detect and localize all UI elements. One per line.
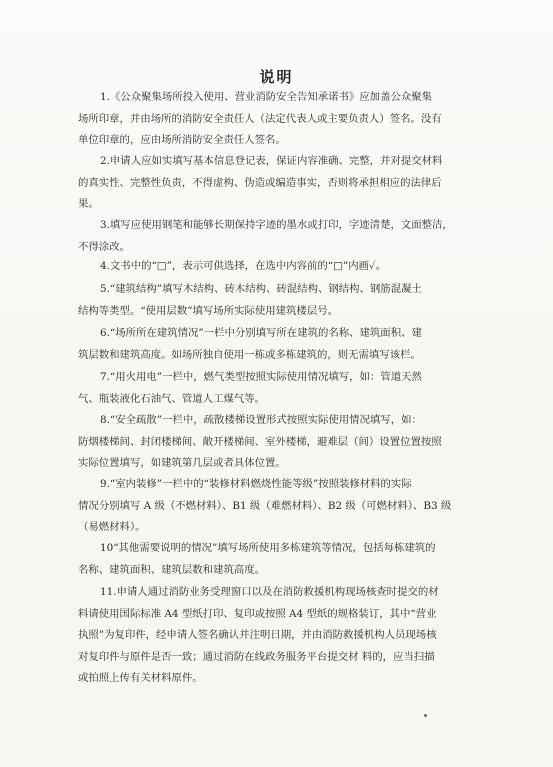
text-line: （易燃材料）。: [78, 521, 146, 534]
text-line: 防烟楼梯间、封闭楼梯间、敞开楼梯间、室外楼梯，避难层（间）设置位置按照: [78, 435, 442, 448]
text-line: 或拍照上传有关材料原件。: [78, 672, 203, 685]
text-line: 4.文书中的“□”，表示可供选择，在选中内容前的“□”内画✓。: [100, 260, 387, 272]
text-line: 3.填写应使用钢笔和能够长期保持字迹的墨水或打印，字迹清楚，文面整洁，: [100, 219, 453, 231]
text-line: 9.“室内装修”一栏中的“装修材料燃烧性能等级”按照装修材料的实际: [100, 478, 412, 490]
instruction-5: [78, 279, 476, 322]
instruction-4: [78, 256, 476, 278]
text-line: 气、瓶装液化石油气、管道人工煤气等。: [78, 392, 266, 405]
text-line: 2.申请人应如实填写基本信息登记表，保证内容准确、完整，并对提交材料: [100, 155, 443, 167]
text-line: 不得涂改。: [78, 240, 130, 253]
text-line: 名称、建筑面积、建筑层数和建筑高度。: [78, 563, 266, 576]
text-line: 实际位置填写，如建筑第几层或者具体位置。: [78, 457, 286, 470]
instruction-3: [78, 215, 476, 258]
text-line: 果。: [78, 198, 99, 211]
text-line: 1.《公众聚集场所投入使用、营业消防安全告知承诺书》应加盖公众聚集: [100, 91, 433, 103]
text-line: 7.“用火用电”一栏中，燃气类型按照实际使用情况填写，如：管道天然: [100, 371, 422, 383]
text-line: 场所印章，并由场所的消防安全责任人（法定代表人或主要负责人）签名。没有: [78, 112, 442, 125]
instruction-11: [78, 582, 476, 690]
instruction-8: [78, 410, 476, 475]
scan-speck: [424, 714, 427, 717]
text-line: 结构等类型。“使用层数”填写场所实际使用建筑楼层号。: [78, 304, 338, 317]
text-line: 5.“建筑结构”填写木结构、砖木结构、砖混结构、钢结构、钢筋混凝土: [100, 283, 422, 295]
text-line: 执照”为复印件，经申请人签名确认并注明日期，并由消防救援机构人员现场核: [78, 629, 437, 642]
text-line: 的真实性、完整性负责，不得虚构、伪造或编造事实，否则将承担相应的法律后: [78, 176, 442, 189]
instruction-6: [78, 323, 476, 366]
document-title: 说明: [259, 68, 294, 86]
text-line: 料请使用国际标准 A4 型纸打印、复印或按照 A4 型纸的规格装订，其中“营业: [78, 607, 437, 620]
instruction-7: [78, 367, 476, 410]
instruction-9: [78, 474, 476, 539]
text-line: 10“其他需要说明的情况”填写场所使用多栋建筑等情况，包括每栋建筑的: [100, 542, 436, 554]
text-line: 8.“安全疏散”一栏中，疏散楼梯设置形式按照实际使用情况填写，如：: [100, 414, 422, 426]
text-line: 筑层数和建筑高度。如场所独自使用一栋或多栋建筑的，则无需填写该栏。: [78, 348, 421, 361]
text-line: 对复印件与原件是否一致；通过消防在线政务服务平台提交材 料的，应当扫描: [78, 650, 435, 663]
text-line: 6.“场所所在建筑情况”一栏中分别填写所在建筑的名称、建筑面积、建: [100, 327, 422, 339]
text-line: 单位印章的，应由场所消防安全责任人签名。: [78, 134, 286, 147]
instruction-1: [78, 87, 476, 152]
text-line: 情况分别填写 A 级（不燃材料）、B1 级（难燃材料）、B2 级（可燃材料）、B3 级: [78, 499, 452, 512]
instruction-2: [78, 151, 476, 216]
instruction-10: [78, 538, 476, 581]
text-line: 11.申请人通过消防业务受理窗口以及在消防救援机构现场核查时提交的材: [100, 586, 439, 598]
